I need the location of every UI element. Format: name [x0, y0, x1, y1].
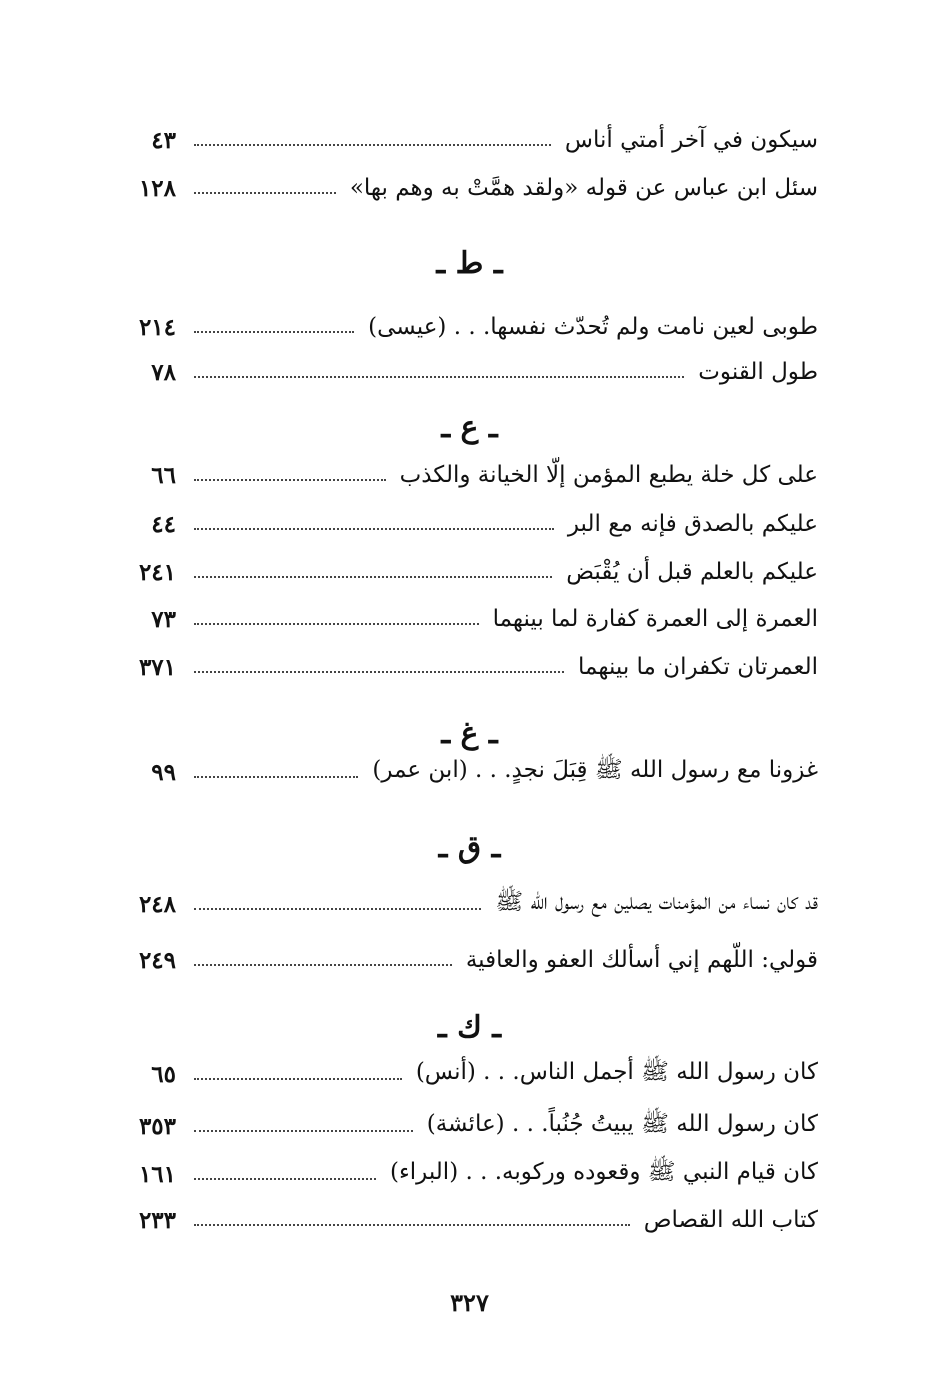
leader-dots — [194, 908, 481, 910]
entry-page-number: ٧٣ — [151, 605, 176, 633]
entry-page-number: ٢٣٣ — [138, 1206, 176, 1234]
entry-page-number: ١٦١ — [138, 1160, 176, 1188]
entry-text: طول القنوت — [698, 359, 818, 385]
leader-dots — [194, 576, 552, 578]
entry-text: قد كان نساء من المؤمنات يصلين مع رسول الله ﷺ — [495, 889, 818, 915]
entry-page-number: ٦٦ — [151, 461, 176, 489]
entry-text: عليكم بالصدق فإنه مع البر — [567, 511, 818, 537]
leader-dots — [194, 1224, 630, 1226]
entry-page-number: ٣٥٣ — [138, 1112, 176, 1140]
leader-dots — [194, 331, 354, 333]
index-entry — [128, 1154, 818, 1194]
index-entry — [128, 120, 818, 160]
leader-dots — [194, 964, 452, 966]
entry-text: قولي: اللّهم إني أسألك العفو والعافية — [465, 947, 818, 973]
leader-dots — [194, 623, 479, 625]
entry-text: سئل ابن عباس عن قوله «ولقد همَّتْ به وهم بها» — [349, 175, 818, 201]
entry-text: كان رسول الله ﷺ يبيتُ جُنُباً. . . (عائشة) — [426, 1111, 818, 1137]
entry-page-number: ١٢٨ — [138, 174, 176, 202]
leader-dots — [194, 479, 386, 481]
entry-page-number: ٢٤٨ — [138, 890, 176, 918]
entry-text: غزونا مع رسول الله ﷺ قِبَلَ نجدٍ. . . (ابن عمر) — [372, 757, 818, 783]
leader-dots — [194, 1130, 413, 1132]
entry-page-number: ٢٤١ — [138, 558, 176, 586]
index-entry — [128, 307, 818, 347]
section-heading-qaf: ـ ق ـ — [438, 830, 501, 865]
section-heading-ghain: ـ غ ـ — [441, 716, 498, 751]
index-entry — [128, 168, 818, 208]
leader-dots — [194, 1078, 402, 1080]
entry-text: العمرة إلى العمرة كفارة لما بينهما — [492, 606, 818, 632]
index-entry — [128, 752, 818, 792]
leader-dots — [194, 144, 551, 146]
page-number: ٣٢٧ — [450, 1288, 489, 1317]
section-heading-ain: ـ ع ـ — [441, 410, 498, 445]
section-heading-ta: ـ ط ـ — [436, 246, 503, 281]
entry-page-number: ٩٩ — [151, 758, 176, 786]
entry-text: كان رسول الله ﷺ أجمل الناس. . . (أنس) — [415, 1059, 818, 1085]
index-entry — [128, 647, 818, 687]
entry-page-number: ٢٤٩ — [138, 946, 176, 974]
entry-text: كتاب الله القصاص — [643, 1207, 818, 1233]
entry-text: عليكم بالعلم قبل أن يُقْبَض — [566, 559, 818, 585]
entry-page-number: ٤٣ — [151, 126, 176, 154]
leader-dots — [194, 776, 358, 778]
leader-dots — [194, 1178, 376, 1180]
index-entry — [128, 1200, 818, 1240]
leader-dots — [194, 528, 554, 530]
index-entry — [128, 352, 818, 392]
entry-page-number: ٧٨ — [151, 358, 176, 386]
entry-page-number: ٦٥ — [151, 1060, 176, 1088]
entry-text: كان قيام النبي ﷺ وقعوده وركوبه. . . (البراء) — [389, 1159, 818, 1185]
entry-text: طوبى لعين نامت ولم تُحدّث نفسها. . . (عيسى) — [368, 314, 818, 340]
leader-dots — [194, 376, 684, 378]
index-entry — [128, 1106, 818, 1146]
index-entry — [128, 455, 818, 495]
index-entry — [128, 504, 818, 544]
entry-page-number: ٢١٤ — [138, 313, 176, 341]
index-entry — [128, 1054, 818, 1094]
leader-dots — [194, 671, 564, 673]
entry-page-number: ٤٤ — [151, 510, 176, 538]
section-heading-kaf: ـ ك ـ — [437, 1010, 502, 1045]
index-entry — [128, 884, 818, 924]
index-entry — [128, 552, 818, 592]
index-entry — [128, 599, 818, 639]
entry-text: على كل خلة يطبع المؤمن إلّا الخيانة والكذب — [399, 462, 818, 488]
entry-text: العمرتان تكفران ما بينهما — [578, 654, 818, 680]
index-entry — [128, 940, 818, 980]
leader-dots — [194, 192, 336, 194]
entry-text: سيكون في آخر أمتي أناس — [564, 127, 818, 153]
entry-page-number: ٣٧١ — [138, 653, 176, 681]
